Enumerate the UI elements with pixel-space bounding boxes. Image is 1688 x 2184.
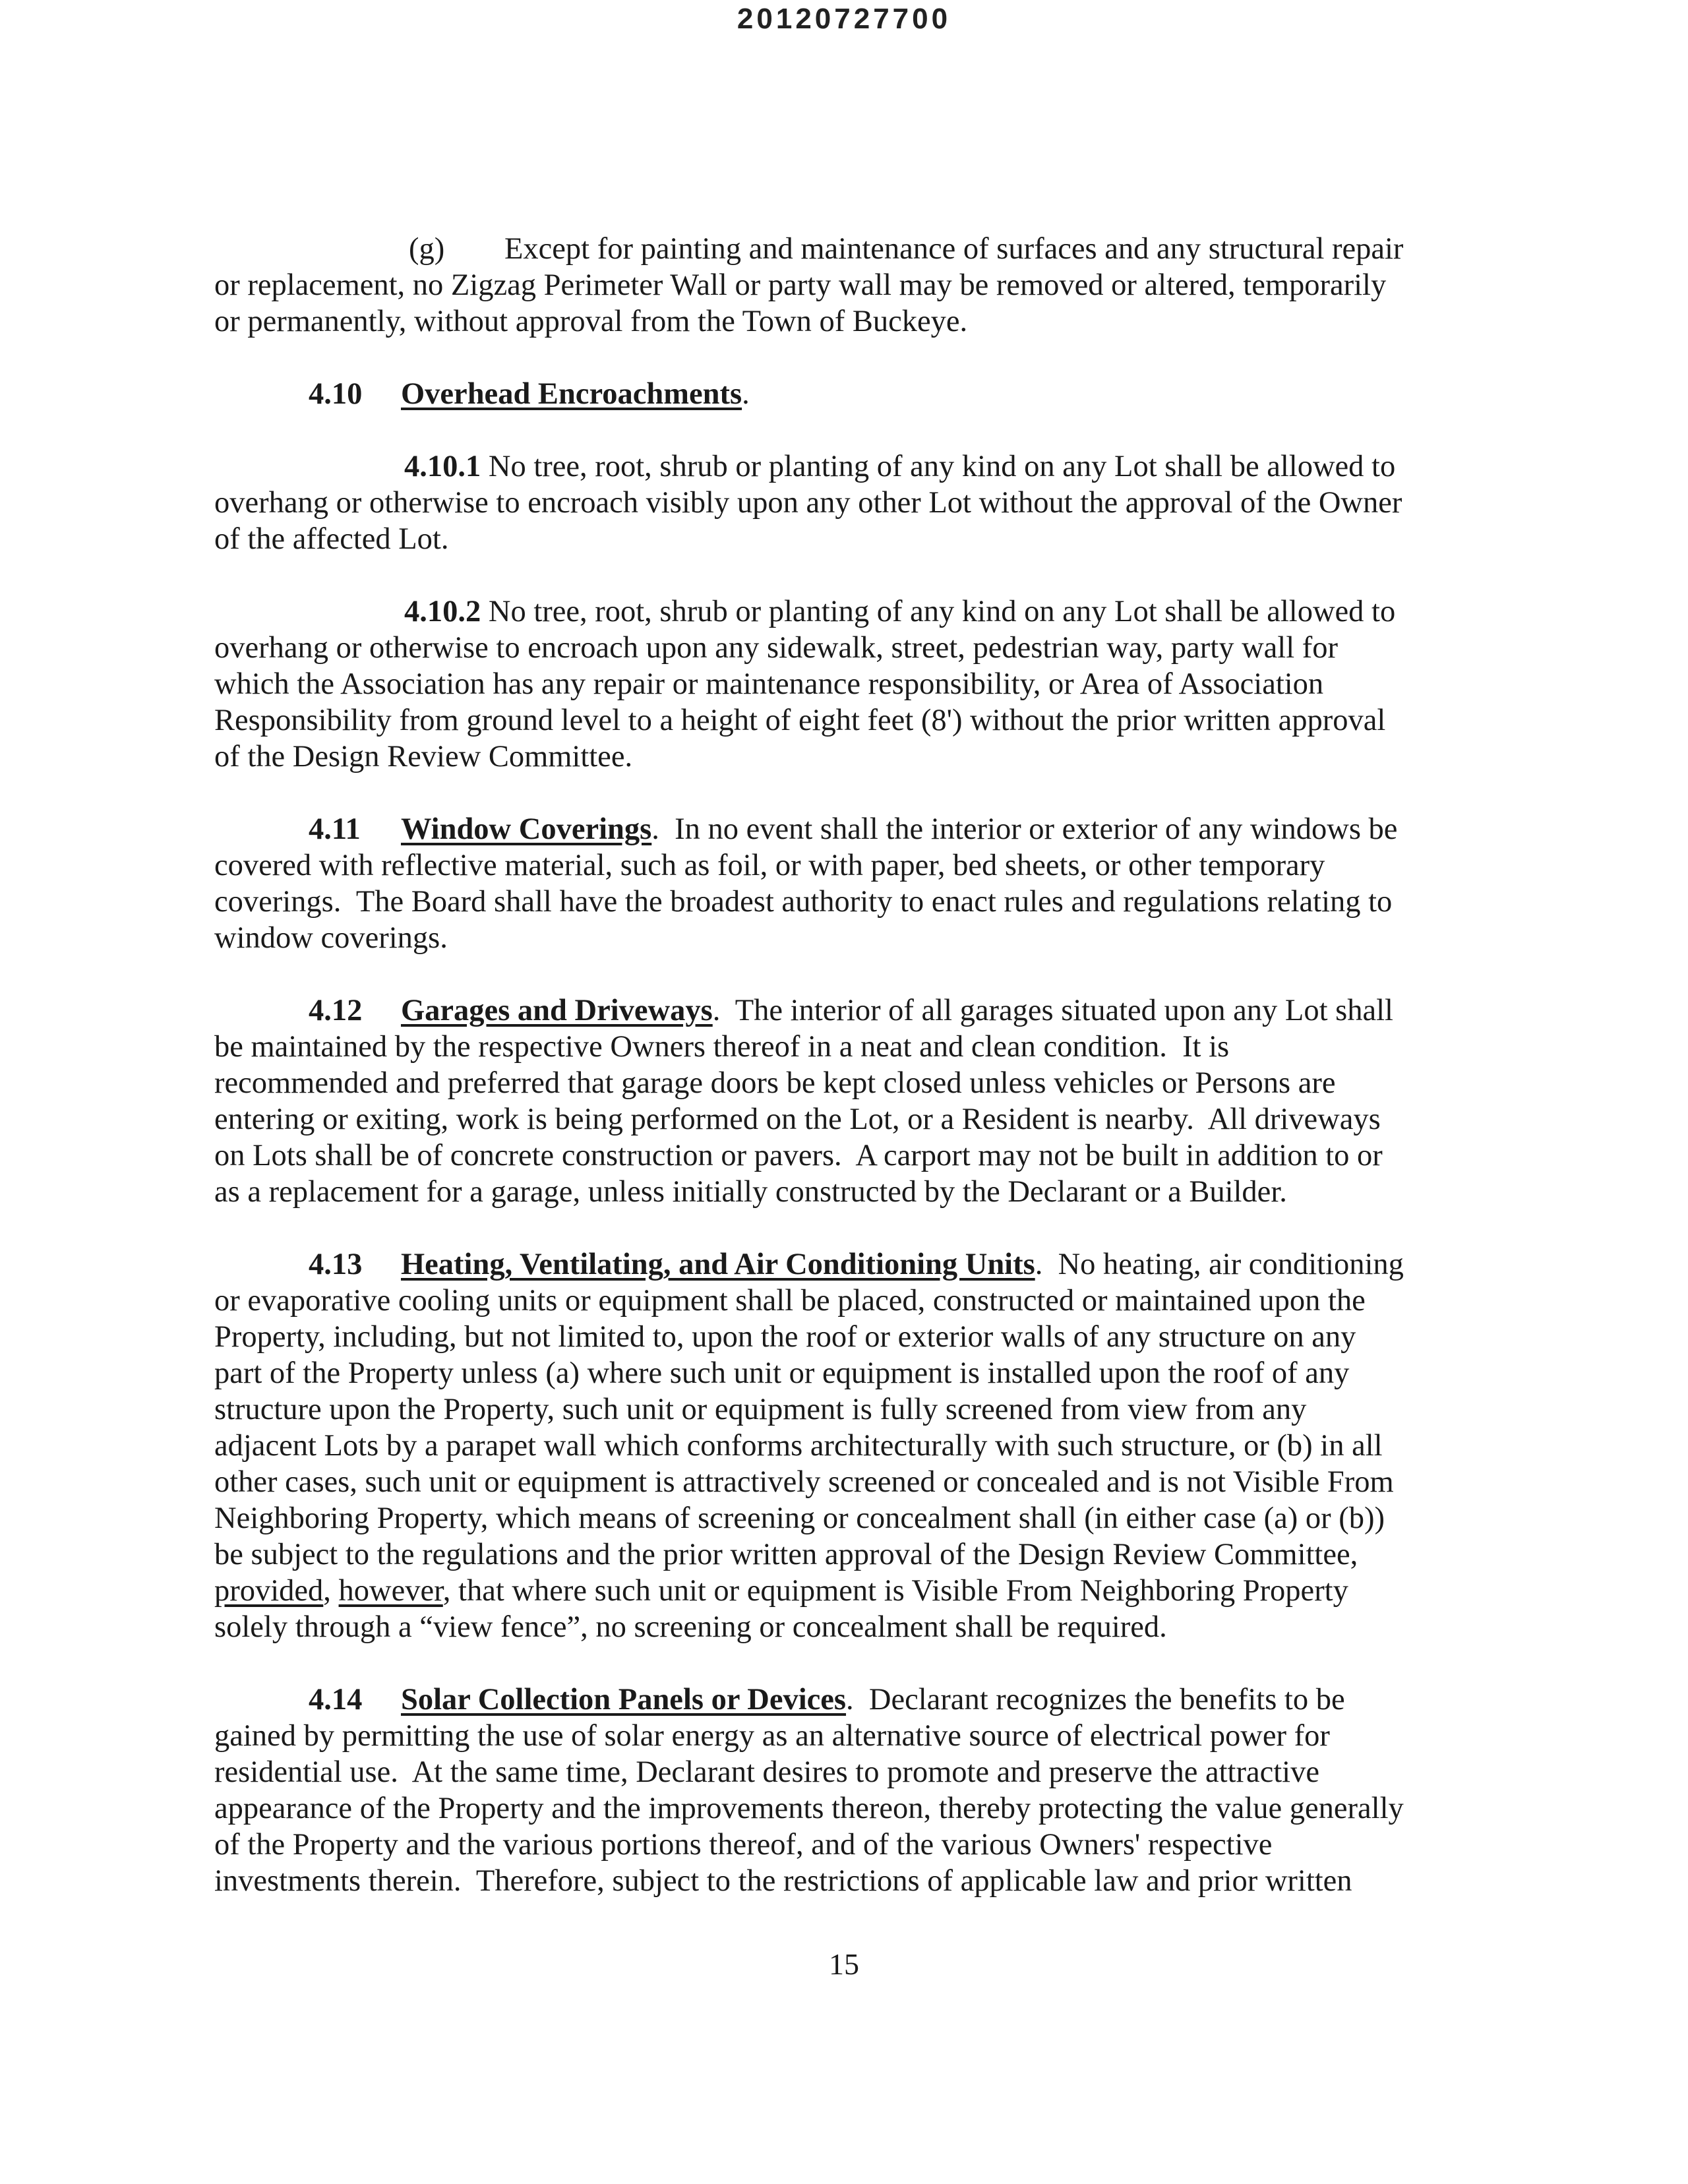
section-4-14-number: 4.14: [309, 1683, 363, 1716]
section-4-10-1-line-2: overhang or otherwise to encroach visibly upon any other Lot without the approval of the Owner: [214, 486, 1402, 520]
section-4-13-line-9: be subject to the regulations and the prior written approval of the Design Review Committee,: [214, 1538, 1358, 1571]
section-4-12-number: 4.12: [309, 994, 363, 1027]
document-number-header: 20120727700: [737, 3, 951, 35]
section-4-11-title: Window Coverings: [401, 812, 652, 846]
section-4-13-number: 4.13: [309, 1248, 363, 1281]
section-4-10-2-line-1: No tree, root, shrub or planting of any kind on any Lot shall be allowed to: [481, 595, 1396, 628]
however-term: however: [338, 1574, 443, 1608]
section-4-13-line-2: or evaporative cooling units or equipment shall be placed, constructed or maintained upon the: [214, 1284, 1366, 1318]
section-4-10-2-line-4: Responsibility from ground level to a height of eight feet (8') without the prior written approval: [214, 704, 1386, 737]
section-4-11-line-3: coverings. The Board shall have the broadest authority to enact rules and regulations relating to: [214, 885, 1393, 919]
section-4-13-line-8: Neighboring Property, which means of screening or concealment shall (in either case (a) or (b)): [214, 1502, 1385, 1535]
page-number: 15: [829, 1947, 859, 1981]
section-4-11: 4.11 Window Coverings. In no event shall the interior or exterior of any windows be covered with reflective material, such as foil, or with paper, bed sheets, or other temporary coverings. The Board shall have the broadest authority to enact rules and regulations relating to window coverings.: [214, 811, 1467, 956]
document-body: [214, 231, 1467, 1899]
paragraph-g-line-2: or replacement, no Zigzag Perimeter Wall or party wall may be removed or altered, temporarily: [214, 268, 1387, 302]
section-4-14-line-4: appearance of the Property and the improvements thereon, thereby protecting the value generally: [214, 1792, 1404, 1825]
section-4-13-line-4: part of the Property unless (a) where such unit or equipment is installed upon the roof of any: [214, 1356, 1350, 1390]
paragraph-g-label: (g): [409, 232, 445, 266]
section-4-13-line-3: Property, including, but not limited to, upon the roof or exterior walls of any structure on any: [214, 1320, 1356, 1354]
section-4-11-line-4: window coverings.: [214, 921, 448, 955]
section-4-10-2-line-3: which the Association has any repair or maintenance responsibility, or Area of Association: [214, 667, 1324, 701]
section-4-12-line-5: on Lots shall be of concrete construction or pavers. A carport may not be built in addition to or: [214, 1139, 1383, 1172]
section-4-13-line-6: adjacent Lots by a parapet wall which conforms architecturally with such structure, or (b) in all: [214, 1429, 1383, 1463]
section-4-10-number: 4.10: [309, 377, 363, 411]
paragraph-g-line-1: Except for painting and maintenance of surfaces and any structural repair: [504, 232, 1404, 266]
section-4-14-line-5: of the Property and the various portions thereof, and of the various Owners' respective: [214, 1828, 1273, 1862]
section-4-14-line-2: gained by permitting the use of solar energy as an alternative source of electrical power for: [214, 1719, 1330, 1753]
section-4-12-line-6: as a replacement for a garage, unless initially constructed by the Declarant or a Builder.: [214, 1175, 1287, 1209]
section-4-10-2-line-2: overhang or otherwise to encroach upon any sidewalk, street, pedestrian way, party wall for: [214, 631, 1338, 665]
section-4-11-line-2: covered with reflective material, such as foil, or with paper, bed sheets, or other temporary: [214, 849, 1325, 882]
section-4-11-number: 4.11: [309, 812, 361, 846]
section-4-13: 4.13 Heating, Ventilating, and Air Conditioning Units. No heating, air conditioning or evaporative cooling units or equipment shall be placed, constructed or maintained upon the Property, including, but not limited to, upon the roof or exterior walls of any structure on any part of the Property unless (a) where such unit or equipment is installed upon the roof of any structure upon the Property, such unit or equipment is fully screened from view from any adjacent Lots by a parapet wall which conforms architecturally with such structure, or (b) in all other cases, such unit or equipment is attractively screened or concealed and is not Visible From Neighboring Property, which means of screening or concealment shall (in either case (a) or (b)) be subject to the regulations and the prior written approval of the Design Review Committee, provided, however, that where such unit or equipment is Visible From Neighboring Property solely through a “view fence”, no screening or concealment shall be required.: [214, 1246, 1467, 1645]
paragraph-g-line-3: or permanently, without approval from the Town of Buckeye.: [214, 305, 968, 338]
provided-term: provided: [214, 1574, 324, 1608]
section-4-10-title: Overhead Encroachments: [401, 377, 742, 411]
section-4-14: 4.14 Solar Collection Panels or Devices. Declarant recognizes the benefits to be gained by permitting the use of solar energy as an alternative source of electrical power for residential use. At the same time, Declarant desires to promote and preserve the attractive appearance of the Property and the improvements thereon, thereby protecting the value generally of the Property and the various portions thereof, and of the various Owners' respective investments therein. Therefore, subject to the restrictions of applicable law and prior written: [214, 1682, 1467, 1899]
section-4-14-title: Solar Collection Panels or Devices: [401, 1683, 847, 1716]
paragraph-g: [214, 231, 1467, 340]
section-4-13-line-10: provided, however, that where such unit or equipment is Visible From Neighboring Property: [214, 1574, 1348, 1608]
section-4-10-1-number: 4.10.1: [404, 450, 481, 483]
section-4-10-1: [214, 448, 1467, 557]
section-4-10-2-line-5: of the Design Review Committee.: [214, 740, 633, 774]
section-4-10-1-line-3: of the affected Lot.: [214, 522, 449, 556]
section-4-13-line-7: other cases, such unit or equipment is attractively screened or concealed and is not Visible From: [214, 1465, 1394, 1499]
section-4-13-title: Heating, Ventilating, and Air Conditioning Units: [401, 1248, 1035, 1281]
section-4-13-line-11: solely through a “view fence”, no screening or concealment shall be required.: [214, 1610, 1167, 1644]
section-4-12: 4.12 Garages and Driveways. The interior of all garages situated upon any Lot shall be maintained by the respective Owners thereof in a neat and clean condition. It is recommended and preferred that garage doors be kept closed unless vehicles or Persons are entering or exiting, work is being performed on the Lot, or a Resident is nearby. All driveways on Lots shall be of concrete construction or pavers. A carport may not be built in addition to or as a replacement for a garage, unless initially constructed by the Declarant or a Builder.: [214, 992, 1467, 1210]
section-4-12-line-2: be maintained by the respective Owners thereof in a neat and clean condition. It is: [214, 1030, 1230, 1064]
section-4-10-1-line-1: No tree, root, shrub or planting of any kind on any Lot shall be allowed to: [481, 450, 1396, 483]
section-4-14-line-3: residential use. At the same time, Declarant desires to promote and preserve the attractive: [214, 1755, 1319, 1789]
section-4-14-line-6: investments therein. Therefore, subject to the restrictions of applicable law and prior written: [214, 1864, 1352, 1898]
section-4-10: 4.10 Overhead Encroachments.: [309, 377, 750, 411]
section-4-12-title: Garages and Driveways: [401, 994, 713, 1027]
section-4-10-2-number: 4.10.2: [404, 595, 481, 628]
section-4-12-line-3: recommended and preferred that garage doors be kept closed unless vehicles or Persons are: [214, 1066, 1336, 1100]
section-4-10-2: [214, 593, 1467, 775]
section-4-13-line-5: structure upon the Property, such unit or equipment is fully screened from view from any: [214, 1393, 1307, 1426]
section-4-12-line-4: entering or exiting, work is being performed on the Lot, or a Resident is nearby. All driveways: [214, 1103, 1381, 1136]
